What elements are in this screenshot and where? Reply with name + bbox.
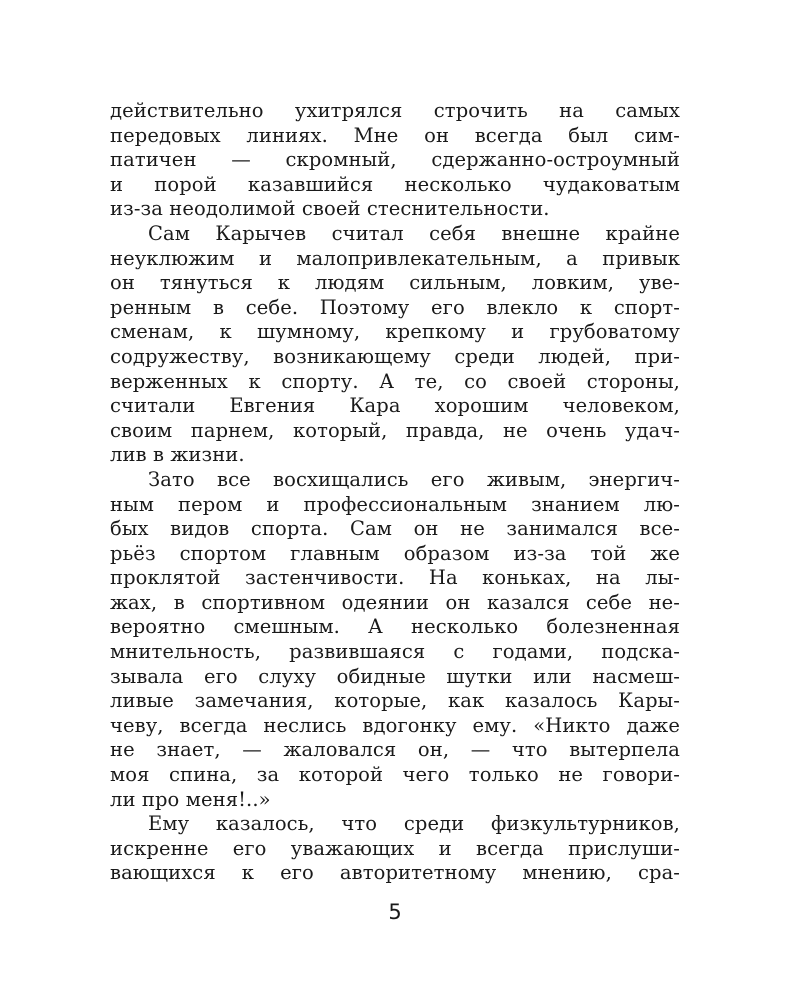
text-line: вающихся к его авторитетному мнению, сра- — [110, 861, 680, 885]
text-line: Зато все восхищались его живым, энергич- — [148, 467, 680, 491]
text-line: искренне его уважающих и всегда прислуши- — [110, 836, 680, 860]
text-line: Сам Карычев считал себя внешне крайне — [148, 221, 680, 245]
text-line: зывала его слуху обидные шутки или насмеш- — [110, 664, 680, 688]
text-line: ренным в себе. Поэтому его влекло к спорт- — [110, 295, 680, 319]
text-line: моя спина, за которой чего только не говори- — [110, 763, 680, 787]
text-line: бых видов спорта. Сам он не занимался все- — [110, 517, 680, 541]
text-line: действительно ухитрялся строчить на самых — [110, 99, 680, 122]
text-line: содружеству, возникающему среди людей, при- — [110, 344, 680, 368]
text-line: Ему казалось, что среди физкультурников, — [148, 812, 680, 836]
text-line: не знает, — жаловался он, — что вытерпела — [110, 738, 680, 762]
text-line: и порой казавшийся несколько чудаковатым — [110, 172, 680, 196]
text-line: он тянуться к людям сильным, ловким, уве- — [110, 271, 680, 295]
text-line: сменам, к шумному, крепкому и грубоватому — [110, 320, 680, 344]
text-line: своим парнем, который, правда, не очень удач- — [110, 418, 680, 442]
text-line: ливые замечания, которые, как казалось Кары- — [110, 689, 680, 713]
text-line: вероятно смешным. А несколько болезненная — [110, 615, 680, 639]
text-line: из-за неодолимой своей стеснительности. — [110, 197, 550, 221]
text-line: лив в жизни. — [110, 443, 245, 467]
text-line: жах, в спортивном одеянии он казался себе не- — [110, 590, 680, 614]
text-line: мнительность, развившаяся с годами, подска- — [110, 640, 680, 664]
text-line: ным пером и профессиональным знанием лю- — [110, 492, 680, 516]
text-line: патичен — скромный, сдержанно-остроумный — [110, 148, 680, 172]
text-line: рьёз спортом главным образом из-за той же — [110, 541, 680, 565]
text-line: чеву, всегда неслись вдогонку ему. «Никто даже — [110, 713, 680, 737]
text-line: передовых линиях. Мне он всегда был сим- — [110, 123, 680, 147]
page-number: 5 — [388, 900, 402, 924]
body-text — [110, 99, 680, 886]
text-line: проклятой застенчивости. На коньках, на лы- — [110, 566, 680, 590]
text-line: ли про меня!..» — [110, 787, 271, 811]
text-line: считали Евгения Кара хорошим человеком, — [110, 394, 680, 418]
text-line: неуклюжим и малопривлекательным, а привык — [110, 246, 680, 270]
text-line: верженных к спорту. А те, со своей стороны, — [110, 369, 680, 393]
